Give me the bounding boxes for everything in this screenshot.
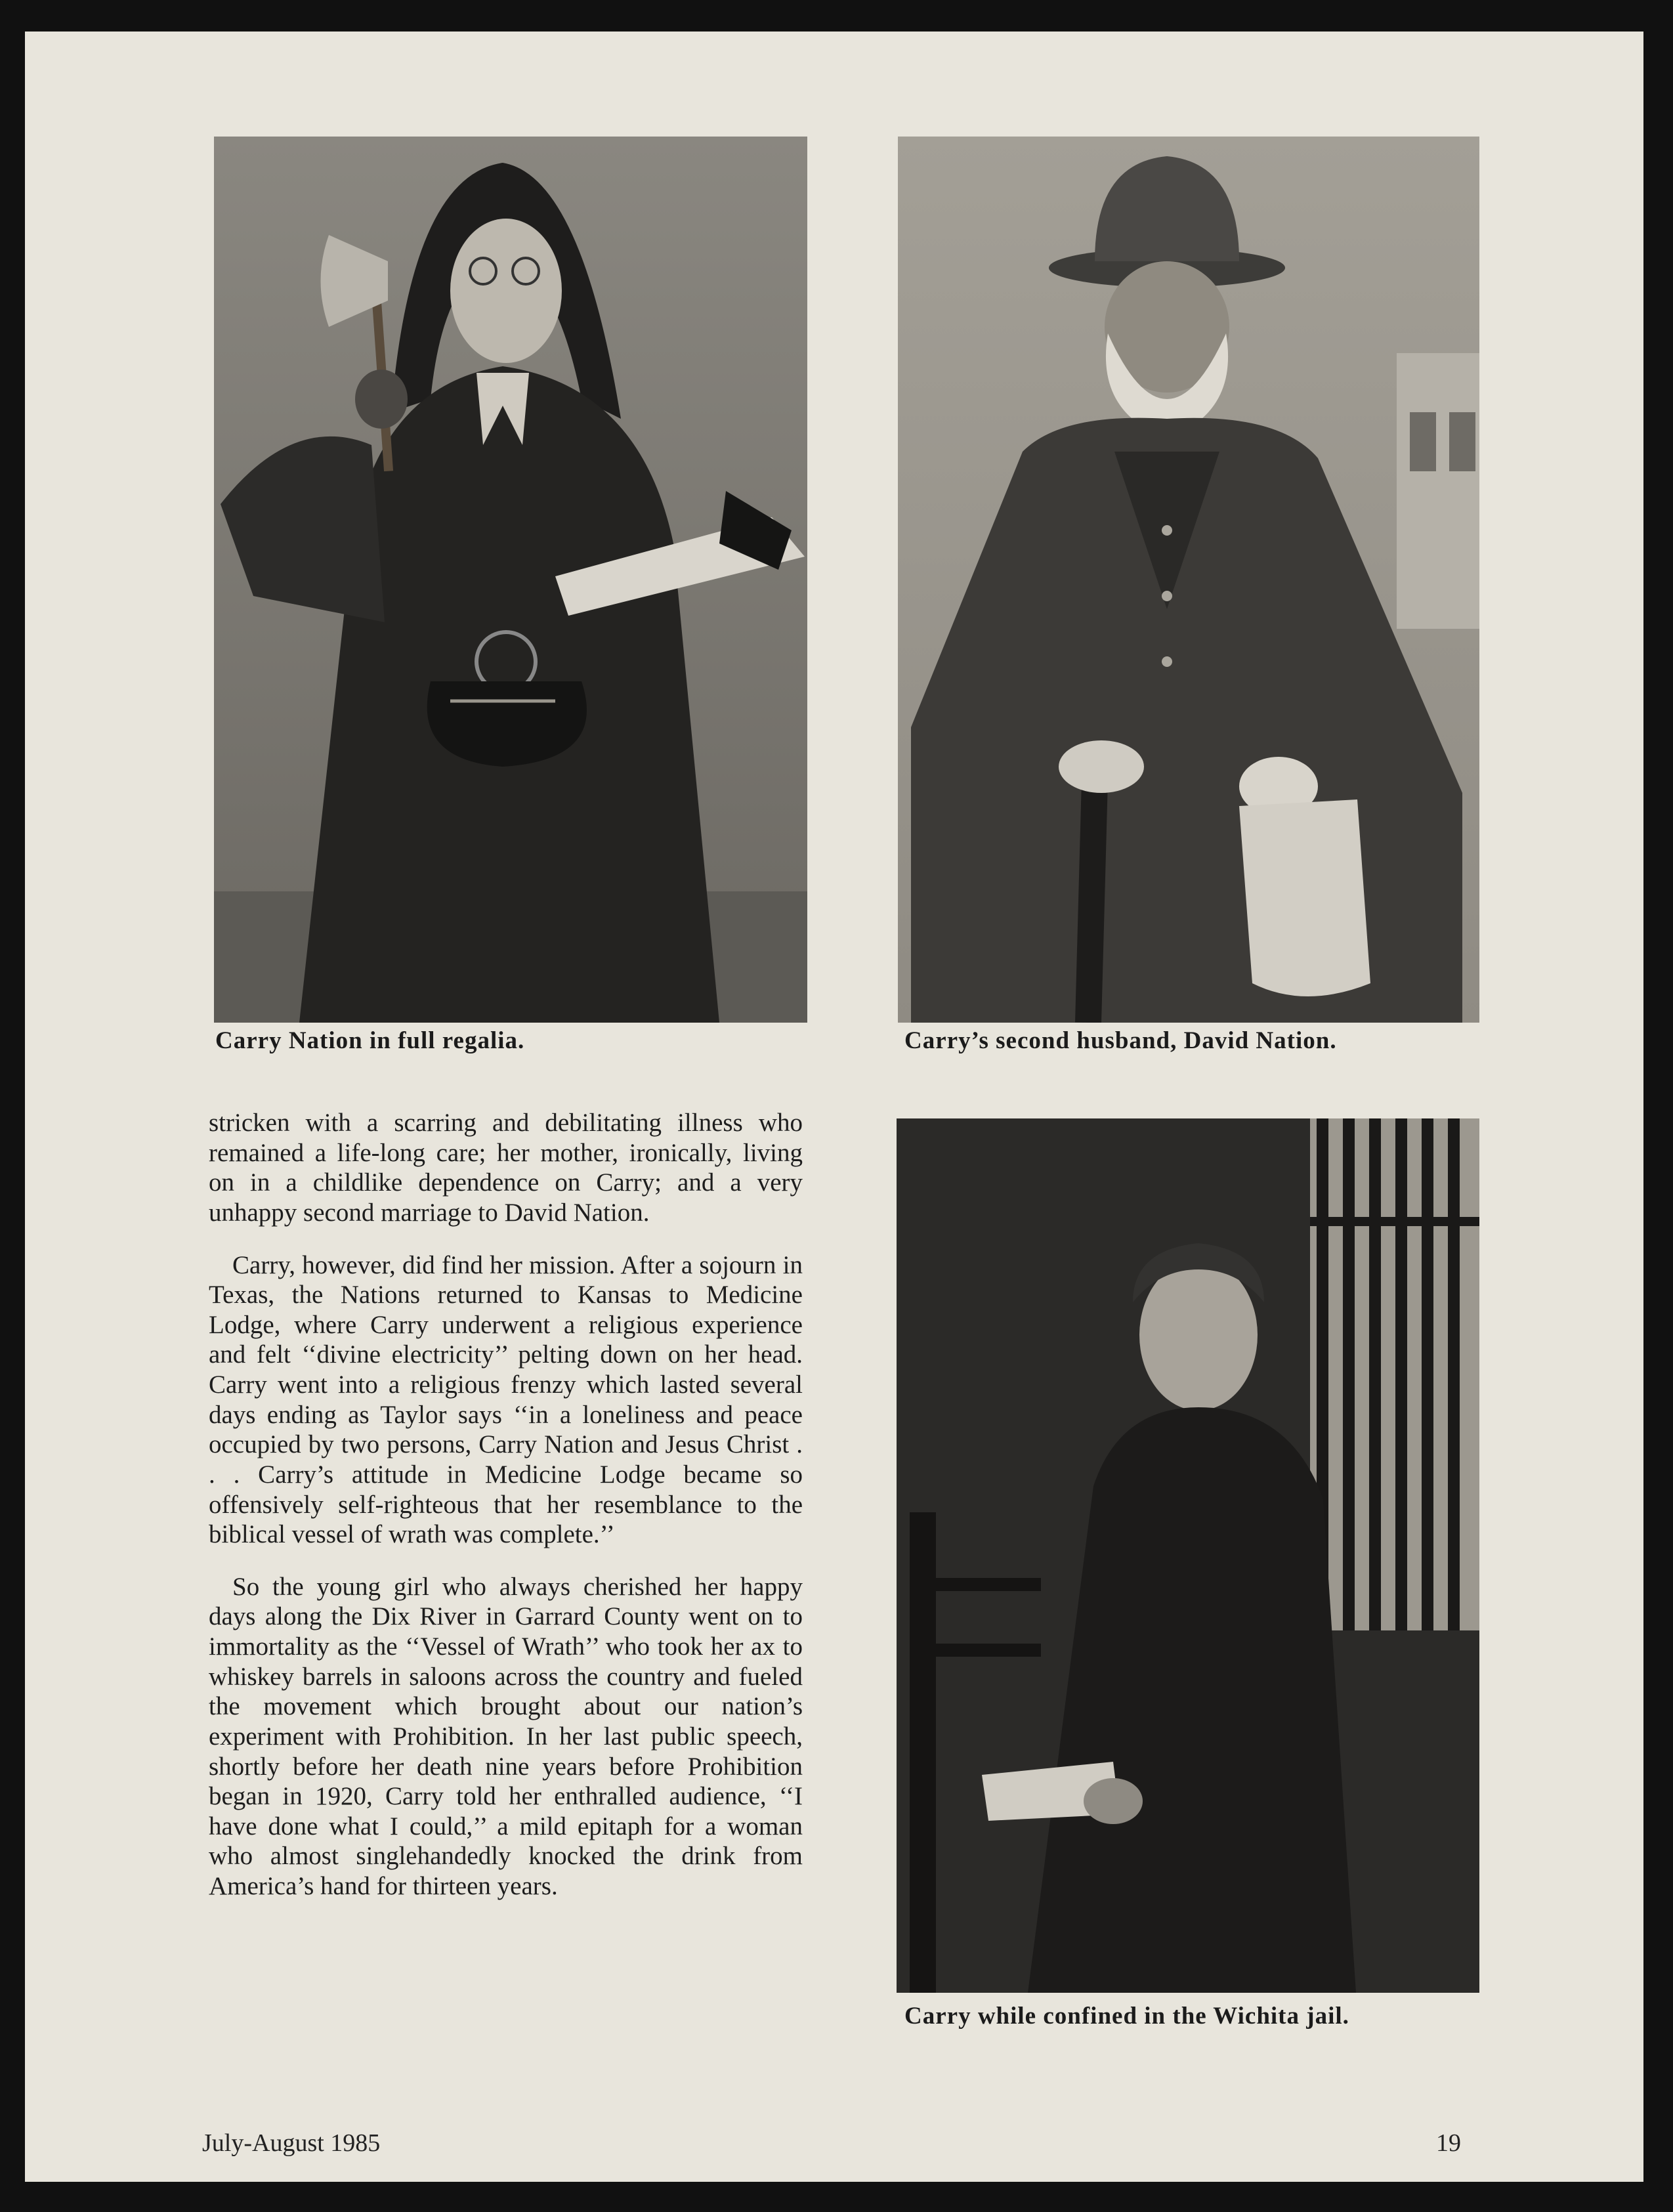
magazine-page <box>25 32 1643 2182</box>
article-body <box>209 1108 803 1924</box>
article-paragraph: So the young girl who always cherished her happy days along the Dix River in Garrard County went on to immortality as the ‘‘Vessel of Wrath’’ who took her ax to whiskey barrels in saloons across the country and fueled the movement which brought about our nation’s experiment with Prohibition. In her last public speech, shortly before her death nine years before Prohibition began in 1920, Carry told her enthralled audience, ‘‘I have done what I could,’’ a mild epitaph for a woman who almost singlehandedly knocked the drink from America’s hand for thirteen years. <box>209 1572 803 1900</box>
caption-david-nation: Carry’s second husband, David Nation. <box>904 1027 1337 1054</box>
caption-carry-jail: Carry while confined in the Wichita jail. <box>904 2003 1349 2030</box>
article-paragraph: stricken with a scarring and debilitating illness who remained a life-long care; her mother, ironically, living on in a childlike dependence on Carry; and a very unhappy second marriage to David Nation. <box>209 1109 803 1227</box>
carry-jail-illustration <box>897 1118 1479 1993</box>
issue-date: July-August 1985 <box>202 2129 381 2157</box>
photo-carry-nation <box>214 137 807 1023</box>
david-nation-illustration <box>898 137 1479 1023</box>
photo-david-nation <box>898 137 1479 1023</box>
page-number: 19 <box>1436 2129 1461 2157</box>
carry-nation-illustration <box>214 137 807 1023</box>
photo-carry-jail <box>897 1118 1479 1993</box>
article-paragraph: Carry, however, did find her mission. After a sojourn in Texas, the Nations returned to Kansas to Medicine Lodge, where Carry underwent a religious experience and felt ‘‘divine electricity’’ pelting down on her head. Carry went into a religious frenzy which lasted several days ending as Taylor says ‘‘in a loneliness and peace occupied by two persons, Carry Nation and Jesus Christ . . . Carry’s attitude in Medicine Lodge became so offensively self-righteous that her resemblance to the biblical vessel of wrath was complete.’’ <box>209 1250 803 1549</box>
caption-carry-nation: Carry Nation in full regalia. <box>215 1027 525 1054</box>
